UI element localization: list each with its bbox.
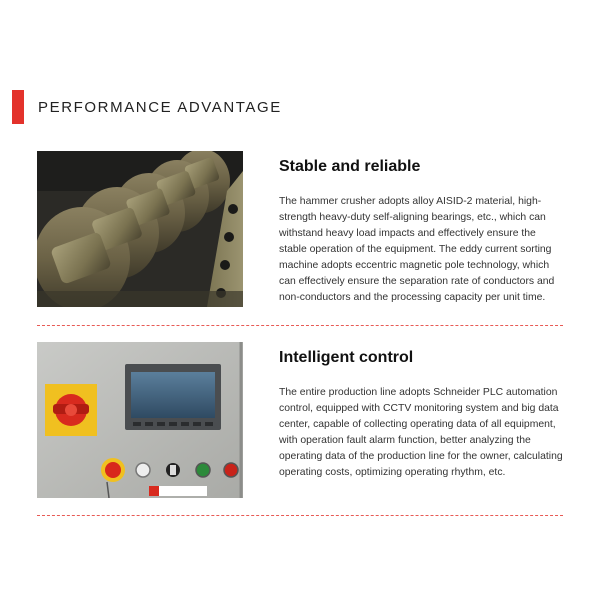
page-title: PERFORMANCE ADVANTAGE bbox=[38, 98, 282, 116]
section-body-stable: The hammer crusher adopts alloy AISID-2 material, high-strength heavy-duty self-aligning bearings, etc., which can withstand heavy load impacts and effectively ensure the stable operation of the equipment. The eddy current sorting machine adopts eccentric magnetic pole technology, which can effectively ensure the separation rate of conductors and non-conductors and the processing capacity per unit time. bbox=[279, 196, 555, 304]
section-divider bbox=[37, 515, 563, 516]
section-divider bbox=[37, 325, 563, 326]
stable-text-block bbox=[279, 151, 563, 306]
hammer-crusher-photo bbox=[37, 151, 243, 307]
feature-section-stable bbox=[37, 151, 563, 326]
section-header bbox=[12, 90, 282, 124]
section-title-stable: Stable and reliable bbox=[279, 158, 421, 175]
feature-section-control bbox=[37, 342, 563, 516]
control-panel-photo bbox=[37, 342, 243, 498]
section-body-control: The entire production line adopts Schneider PLC automation control, equipped with CCTV monitoring system and big data center, capable of collecting operating data of all equipment, with operation fault alarm function, better analyzing the operating data of the production line for the owner, calculating operating costs, optimizing operating rhythm, etc. bbox=[279, 387, 563, 479]
section-title-control: Intelligent control bbox=[279, 349, 414, 366]
control-text-block bbox=[279, 342, 563, 481]
header-accent-bar bbox=[12, 90, 24, 124]
